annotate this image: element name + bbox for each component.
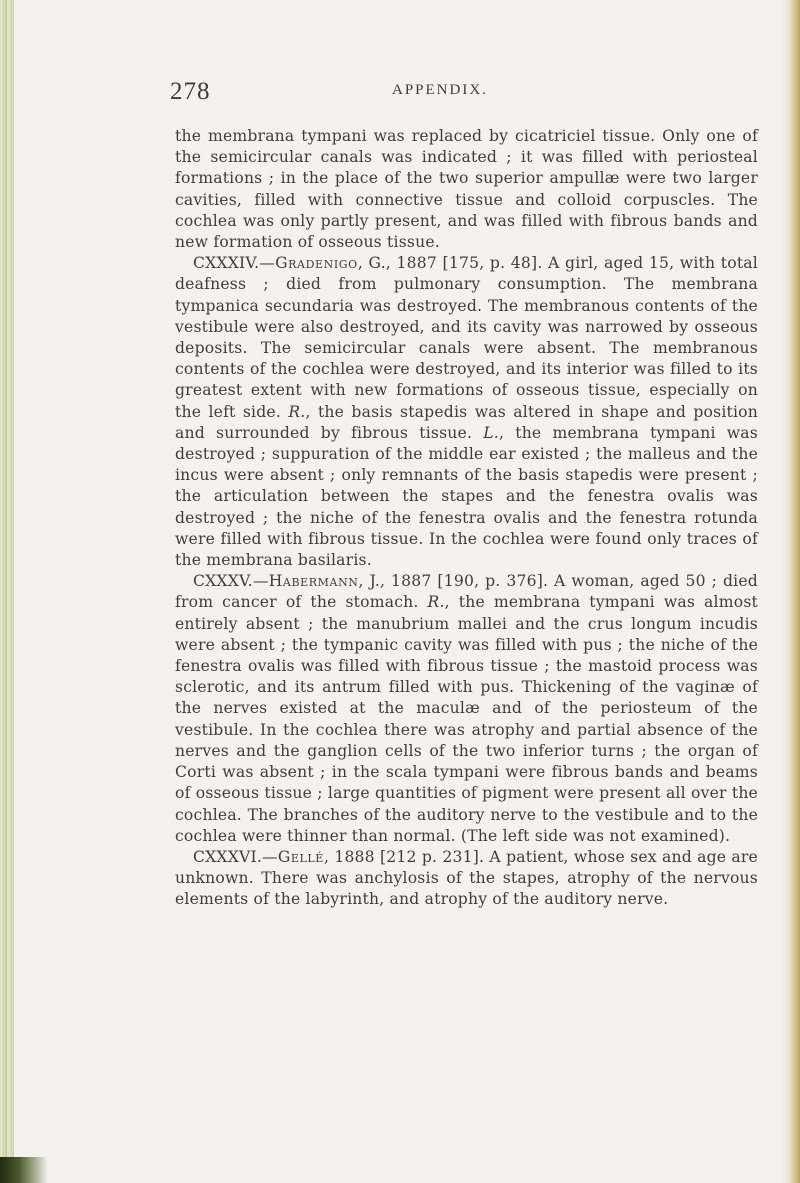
case-number: CXXXIV.—: [193, 254, 276, 273]
paragraph-continuation: the membrana tympani was replaced by cicatriciel tissue. Only one of the semicircular canals was indicated ; it was filled with periosteal formations ; in the place of the two superior ampullæ were two larger cavities, filled with connective tissue and colloid corpuscles. The cochlea was only partly present, and was filled with fibrous bands and new formation of osseous tissue.: [175, 127, 758, 252]
case-paragraph-cxxxiv: [175, 253, 758, 571]
side-label-left: L.: [483, 423, 499, 442]
page-number: 278: [170, 78, 211, 105]
case-author: Gellé: [277, 847, 324, 866]
case-number: CXXXV.—: [193, 572, 269, 591]
page-header: [0, 78, 800, 108]
case-text: , 1888 [212 p. 231]. A patient, whose sex and age are unknown. There was anchylosis of the stapes, atrophy of the nervous elements of the labyrinth, and atrophy of the auditory nerve.: [175, 847, 758, 909]
case-number: CXXXVI.—: [193, 847, 278, 866]
case-author: Habermann: [268, 572, 359, 591]
page-right-edge: [782, 0, 800, 1183]
case-paragraph-cxxxvi: [175, 847, 758, 911]
body-text: [175, 126, 758, 911]
page-left-edge: [0, 0, 14, 1183]
page-corner-shadow: [0, 1157, 48, 1183]
case-text: , G., 1887 [175, p. 48]. A girl, aged 15, with total deafness ; died from pulmonary consumption. The membrana tympanica secundaria was destroyed. The membranous contents of the vestibule were also destroyed, and its cavity was narrowed by osseous deposits. The semicircular canals were absent. The membranous contents of the cochlea were destroyed, and its interior was filled to its greatest extent with new formations of osseous tissue, especially on the left side.: [175, 254, 758, 421]
case-text-right: , the basis stapedis was altered in shape and position and surrounded by fibrous tissue.: [175, 402, 758, 442]
case-author: Gradenigo: [275, 254, 358, 273]
side-label-right: R.: [427, 593, 445, 612]
case-text: , J., 1887 [190, p. 376]. A woman, aged 50 ; died from cancer of the stomach.: [175, 572, 758, 612]
running-head: APPENDIX.: [392, 82, 488, 98]
side-label-right: R.: [288, 402, 306, 421]
case-text-left: , the membrana tympani was destroyed ; suppuration of the middle ear existed ; the malleus and the incus were absent ; only remnants of the basis stapedis were present ; the articulation between the stapes and the fenestra ovalis was destroyed ; the niche of the fenestra ovalis and the fenestra rotunda were filled with fibrous tissue. In the cochlea were found only traces of the membrana basilaris.: [175, 423, 759, 570]
case-paragraph-cxxxv: [175, 571, 758, 847]
case-text-right: , the membrana tympani was almost entirely absent ; the manubrium mallei and the crus longum incudis were absent ; the tympanic cavity was filled with pus ; the niche of the fenestra ovalis was filled with fibrous tissue ; the mastoid process was sclerotic, and its antrum filled with pus. Thickening of the vaginæ of the nerves existed at the maculæ and of the periosteum of the vestibule. In the cochlea there was atrophy and partial absence of the nerves and the ganglion cells of the two inferior turns ; the organ of Corti was absent ; in the scala tympani were fibrous bands and beams of osseous tissue ; large quantities of pigment were present all over the cochlea. The branches of the auditory nerve to the vestibule and to the cochlea were thinner than normal. (The left side was not examined).: [175, 593, 758, 845]
